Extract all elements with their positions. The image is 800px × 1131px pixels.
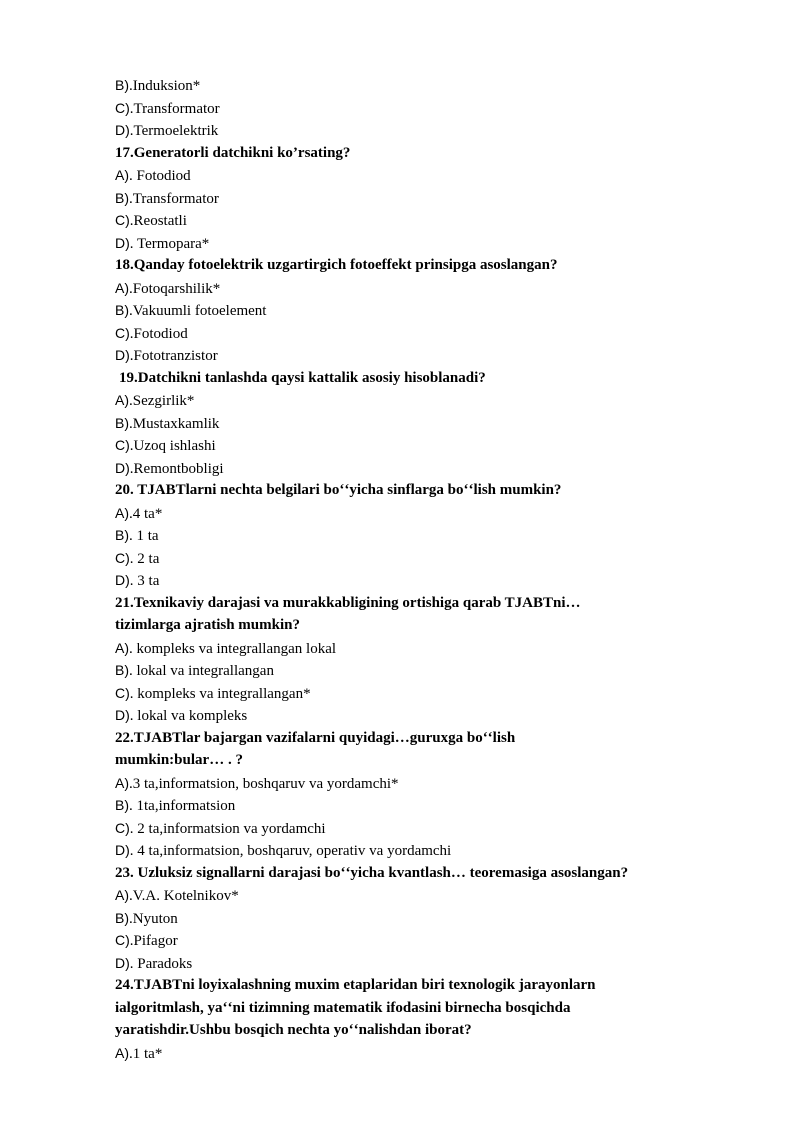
option-letter: C) xyxy=(115,212,130,228)
answer-option xyxy=(115,434,695,457)
option-text: .V.A. Kotelnikov* xyxy=(129,888,239,904)
option-letter: A) xyxy=(115,504,129,521)
answer-option xyxy=(115,884,695,907)
answer-option xyxy=(115,457,695,480)
answer-option xyxy=(115,187,695,210)
option-text: . 3 ta xyxy=(129,573,160,589)
answer-option xyxy=(115,659,695,682)
question-list xyxy=(115,74,695,1064)
question-heading-continued: mumkin:bular… . ? xyxy=(115,752,243,768)
option-text: .Induksion* xyxy=(129,78,201,94)
answer-option xyxy=(115,772,695,795)
answer-option xyxy=(115,929,695,952)
option-letter: C) xyxy=(115,932,130,948)
answer-option xyxy=(115,74,695,97)
option-letter: B) xyxy=(115,189,129,206)
option-letter: D) xyxy=(115,707,130,723)
question-heading: 24.TJABTni loyixalashning muxim etaplaridan biri texnologik jarayonlarn xyxy=(115,977,596,993)
option-text: .Nyuton xyxy=(129,910,178,927)
answer-option xyxy=(115,344,695,367)
option-text: . 2 ta,informatsion va yordamchi xyxy=(129,820,326,837)
option-letter: C) xyxy=(115,437,130,453)
answer-option xyxy=(115,637,695,660)
option-letter: A) xyxy=(115,392,129,408)
answer-option xyxy=(115,502,695,525)
answer-option xyxy=(115,704,695,727)
answer-option xyxy=(115,164,695,187)
answer-option xyxy=(115,794,695,817)
option-text: .Fotoqarshilik* xyxy=(129,280,221,297)
question-heading-continued: ialgoritmlash, yaʻʻni tizimning matematik ifodasini birnecha bosqichda xyxy=(115,999,571,1016)
option-letter: A) xyxy=(115,887,129,903)
option-text: . 1 ta xyxy=(129,528,159,544)
option-letter: D) xyxy=(115,572,130,588)
option-text: .Sezgirlik* xyxy=(129,393,195,409)
answer-option xyxy=(115,569,695,592)
answer-option xyxy=(115,232,695,255)
option-letter: D) xyxy=(115,842,130,858)
option-letter: B) xyxy=(115,527,129,543)
question-heading: 20. TJABTlarni nechta belgilari boʻʻyicha sinflarga boʻʻlish mumkin? xyxy=(115,482,562,498)
option-text: . kompleks va integrallangan lokal xyxy=(129,640,337,657)
option-text: .Transformator xyxy=(129,100,220,117)
option-text: .Mustaxkamlik xyxy=(129,415,220,432)
option-text: . kompleks va integrallangan* xyxy=(129,685,311,702)
answer-option xyxy=(115,817,695,840)
option-text: .3 ta,informatsion, boshqaruv va yordamchi* xyxy=(129,775,399,792)
option-text: .Reostatli xyxy=(129,213,187,229)
option-letter: A) xyxy=(115,1044,129,1061)
answer-option xyxy=(115,412,695,435)
option-letter: C) xyxy=(115,819,130,836)
option-text: . Fotodiod xyxy=(129,168,191,184)
question-heading: 21.Texnikaviy darajasi va murakkabligining ortishiga qarab TJABTni… xyxy=(115,594,581,611)
question-heading: 17.Generatorli datchikni ko’rsating? xyxy=(115,144,351,161)
option-letter: A) xyxy=(115,167,129,183)
option-letter: D) xyxy=(115,347,130,363)
answer-option xyxy=(115,839,695,862)
option-text: .1 ta* xyxy=(129,1045,163,1062)
option-letter: B) xyxy=(115,302,129,318)
answer-option xyxy=(115,1042,695,1065)
question-heading: 19.Datchikni tanlashda qaysi kattalik asosiy hisoblanadi? xyxy=(119,369,486,386)
answer-option xyxy=(115,547,695,570)
option-letter: B) xyxy=(115,909,129,926)
option-letter: C) xyxy=(115,99,130,116)
option-letter: A) xyxy=(115,279,129,296)
option-text: .Termoelektrik xyxy=(129,123,219,139)
option-letter: C) xyxy=(115,549,130,566)
option-letter: B) xyxy=(115,662,129,678)
option-text: . Termopara* xyxy=(129,235,210,252)
option-text: . 4 ta,informatsion, boshqaruv, operativ va yordamchi xyxy=(129,843,452,859)
option-text: .Uzoq ishlashi xyxy=(129,438,216,454)
answer-option xyxy=(115,322,695,345)
option-text: .Fotodiod xyxy=(129,325,188,342)
option-text: . lokal va integrallangan xyxy=(129,663,274,679)
option-text: . 2 ta xyxy=(129,550,160,567)
answer-option xyxy=(115,907,695,930)
question-heading: 22.TJABTlar bajargan vazifalarni quyidagi…guruxga boʻʻlish xyxy=(115,729,516,746)
option-letter: D) xyxy=(115,122,130,138)
question-heading: 18.Qanday fotoelektrik uzgartirgich fotoeffekt prinsipga asoslangan? xyxy=(115,257,558,273)
answer-option xyxy=(115,299,695,322)
option-text: . 1ta,informatsion xyxy=(129,798,236,814)
answer-option xyxy=(115,97,695,120)
answer-option xyxy=(115,524,695,547)
option-text: .Pifagor xyxy=(129,933,178,949)
option-letter: C) xyxy=(115,324,130,341)
option-text: .Transformator xyxy=(129,190,219,207)
option-text: . Paradoks xyxy=(129,955,193,972)
option-letter: C) xyxy=(115,684,130,701)
option-letter: A) xyxy=(115,774,129,791)
option-letter: A) xyxy=(115,639,129,656)
option-text: .4 ta* xyxy=(129,505,163,522)
option-letter: D) xyxy=(115,954,130,971)
option-text: . lokal va kompleks xyxy=(129,708,248,724)
question-heading-continued: yaratishdir.Ushbu bosqich nechta yoʻʻnalishdan iborat? xyxy=(115,1022,472,1038)
option-text: .Vakuumli fotoelement xyxy=(129,303,267,319)
question-heading-continued: tizimlarga ajratish mumkin? xyxy=(115,617,300,633)
option-letter: B) xyxy=(115,414,129,431)
answer-option xyxy=(115,119,695,142)
answer-option xyxy=(115,389,695,412)
answer-option xyxy=(115,209,695,232)
question-heading: 23. Uzluksiz signallarni darajasi boʻʻyicha kvantlash… teoremasiga asoslangan? xyxy=(115,864,629,881)
option-text: .Remontbobligi xyxy=(129,460,224,477)
answer-option xyxy=(115,277,695,300)
answer-option xyxy=(115,682,695,705)
option-letter: D) xyxy=(115,234,130,251)
answer-option xyxy=(115,952,695,975)
option-letter: B) xyxy=(115,797,129,813)
option-letter: B) xyxy=(115,77,129,93)
option-text: .Fototranzistor xyxy=(129,348,218,364)
option-letter: D) xyxy=(115,459,130,476)
